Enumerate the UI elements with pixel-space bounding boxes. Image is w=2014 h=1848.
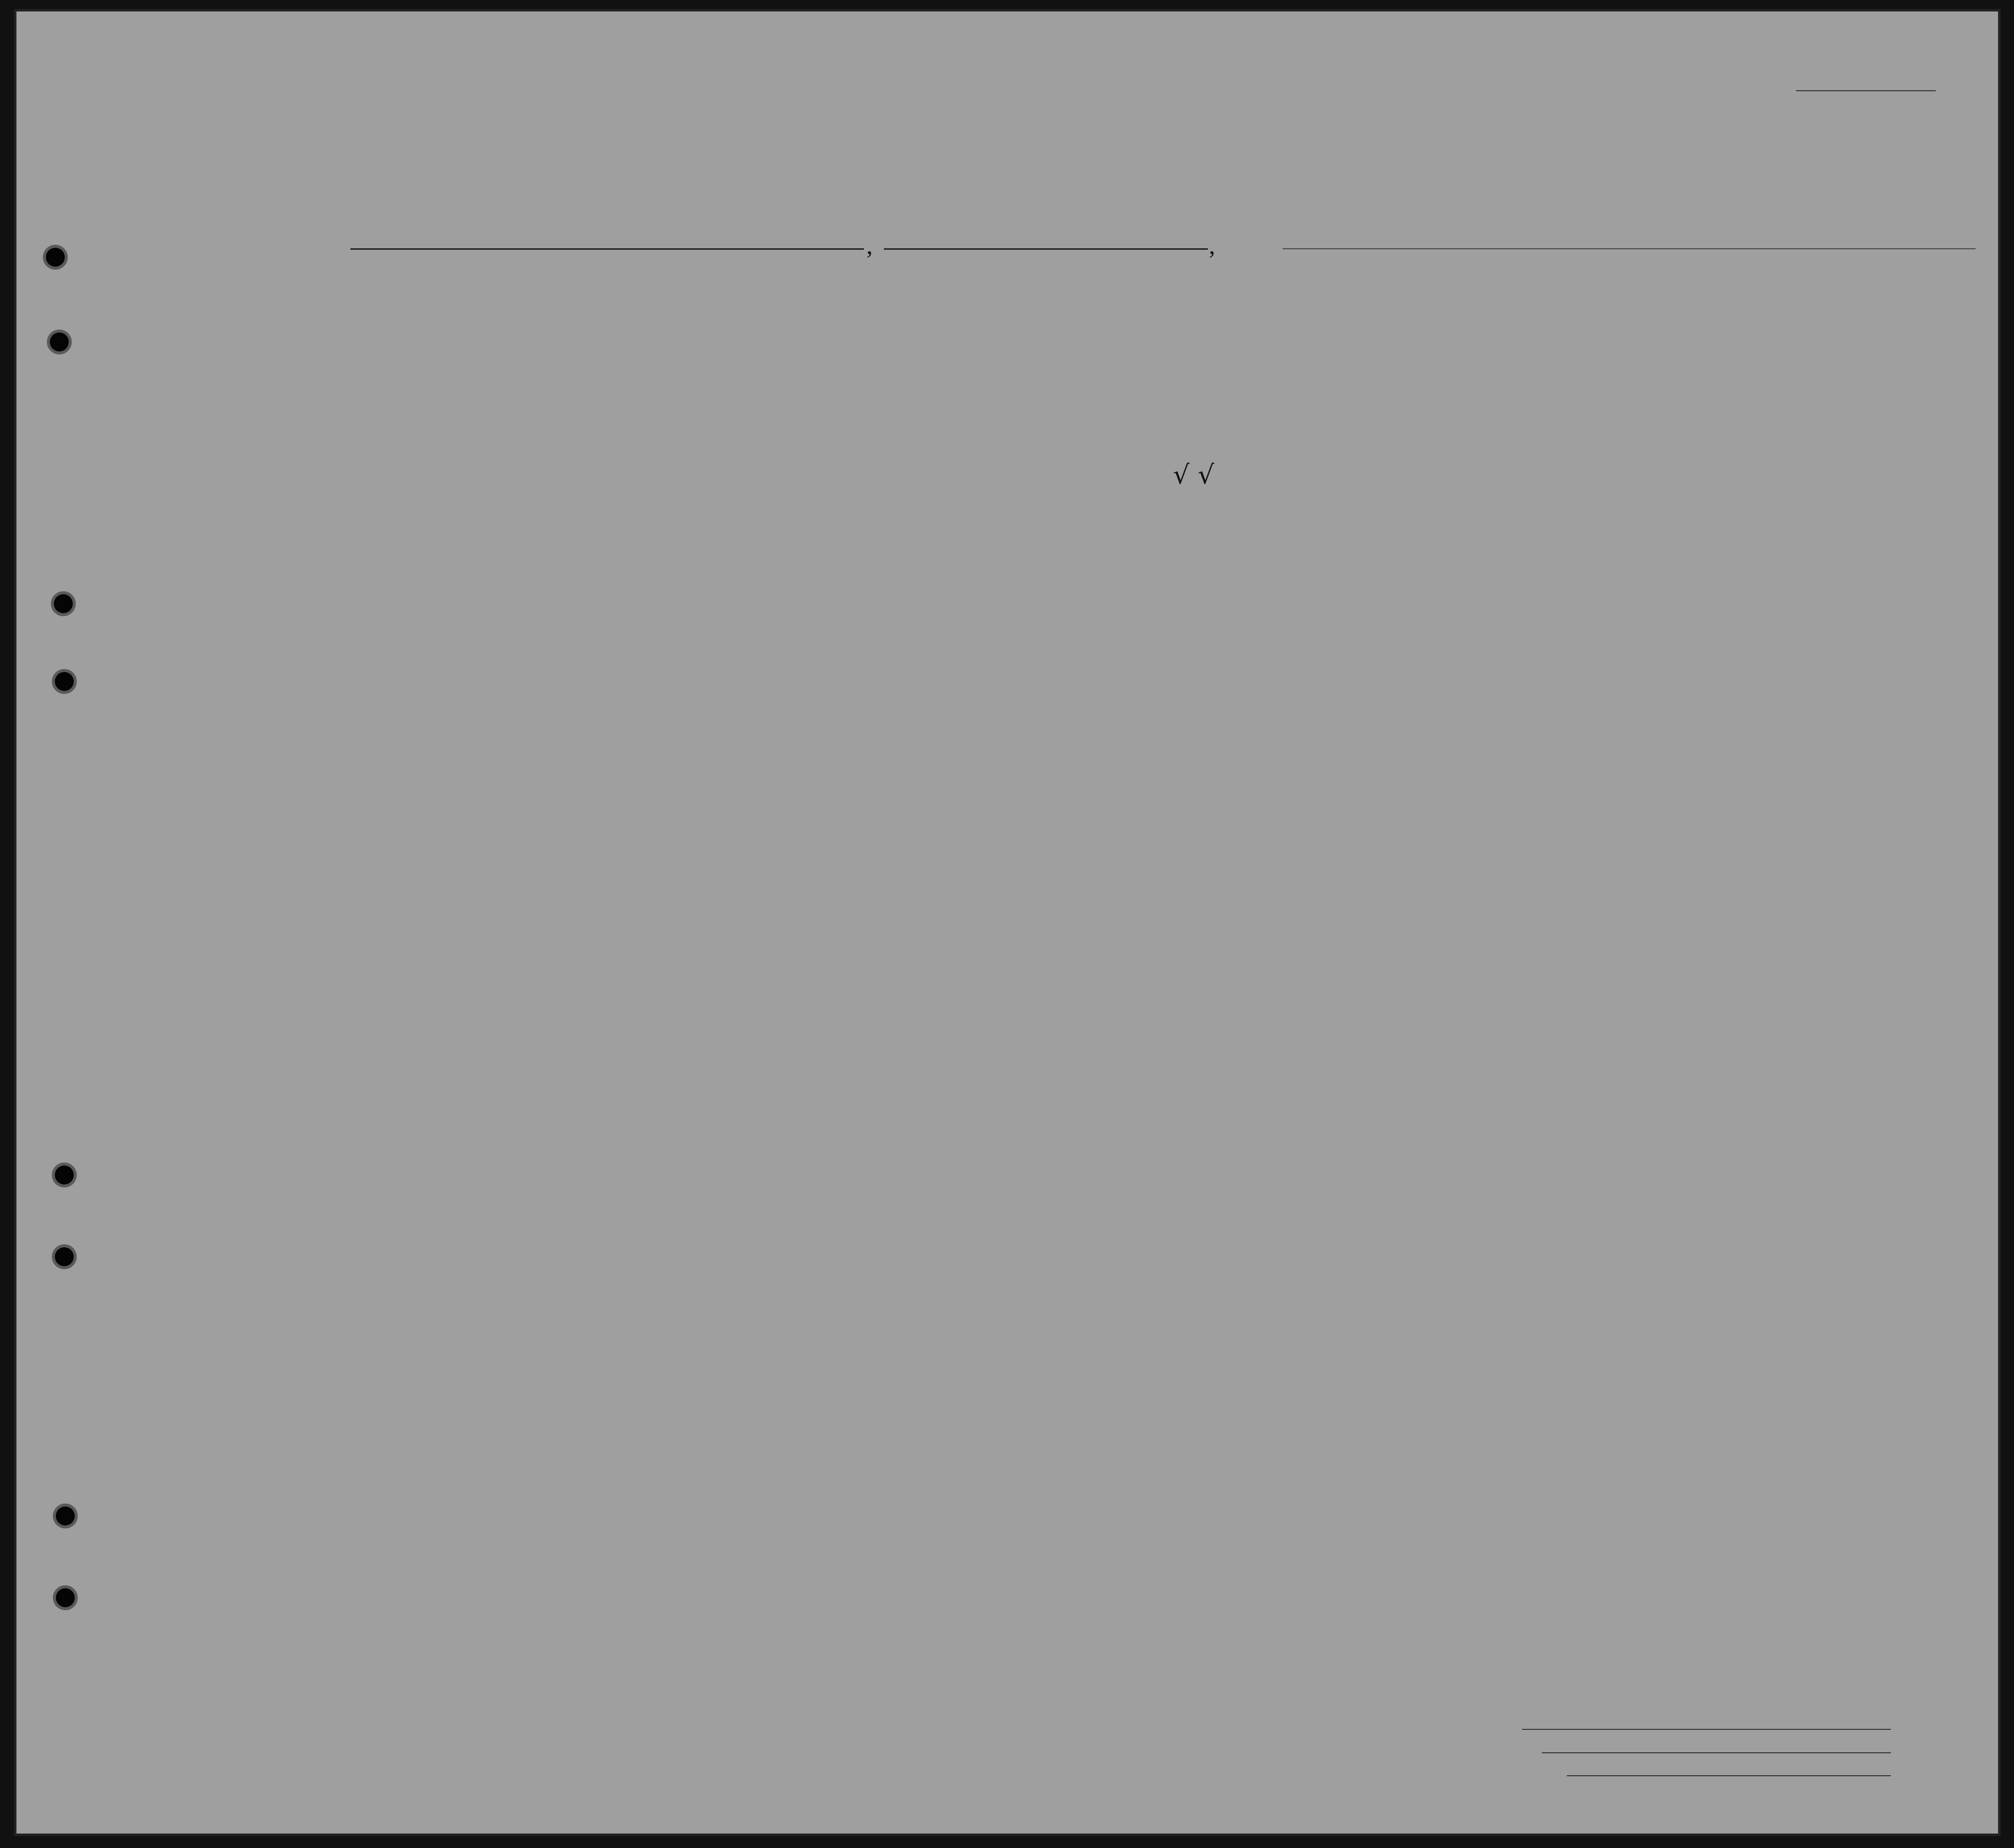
footer-line-field bbox=[1522, 1729, 1891, 1730]
footer-owners-field bbox=[1542, 1752, 1891, 1753]
date-line bbox=[884, 248, 1208, 250]
binder-hole bbox=[50, 333, 69, 351]
binder-hole bbox=[55, 1247, 74, 1266]
footer-agents-field bbox=[1567, 1775, 1891, 1776]
list-line bbox=[1796, 90, 1936, 91]
table-grid bbox=[16, 11, 1998, 1834]
check-marks-handwritten: √ √ bbox=[1173, 460, 1214, 490]
binder-hole bbox=[56, 1507, 75, 1525]
binder-hole bbox=[55, 1166, 74, 1184]
header-rule bbox=[1283, 248, 1976, 249]
binder-hole bbox=[56, 1588, 75, 1607]
comma-1: , bbox=[866, 231, 873, 259]
comma-2: , bbox=[1209, 231, 1215, 259]
binder-hole bbox=[46, 248, 65, 267]
manifest-sheet bbox=[14, 9, 2001, 1836]
binder-hole bbox=[55, 672, 74, 691]
port-line bbox=[350, 248, 864, 250]
binder-hole bbox=[54, 594, 73, 613]
